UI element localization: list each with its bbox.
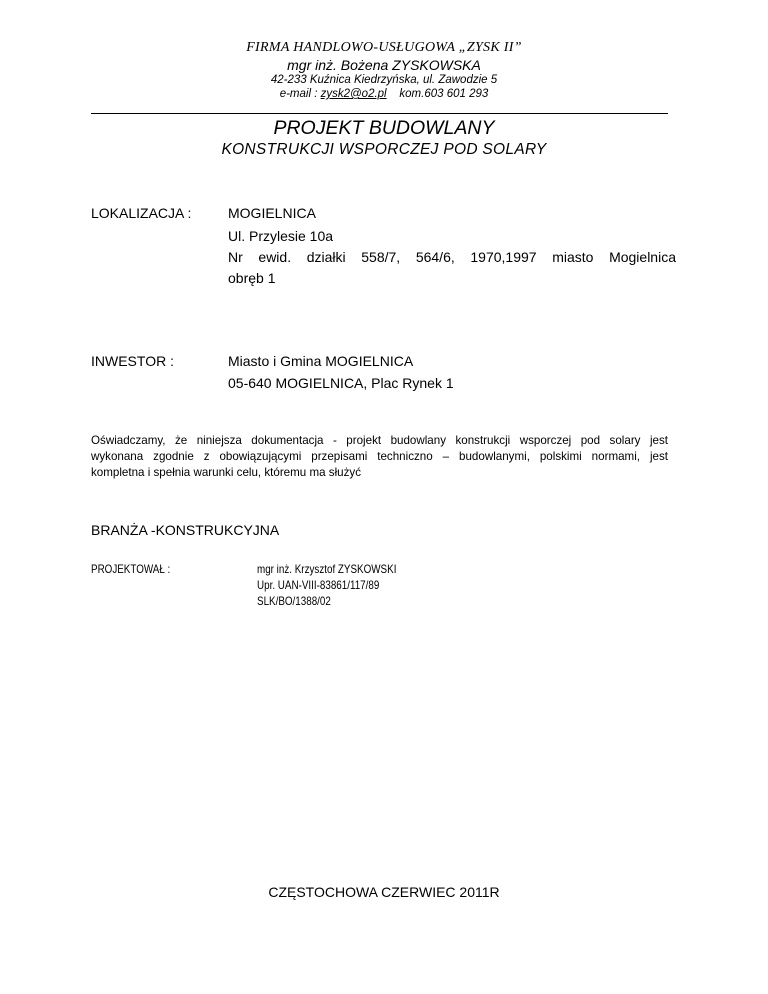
firm-contact [0, 88, 768, 100]
location-line: MOGIELNICA [228, 205, 316, 221]
designer-line: mgr inż. Krzysztof ZYSKOWSKI [257, 562, 397, 576]
document-title: PROJEKT BUDOWLANY [273, 117, 495, 139]
designer-label: PROJEKTOWAŁ : [91, 562, 171, 576]
investor-line: 05-640 MOGIELNICA, Plac Rynek 1 [228, 375, 454, 391]
statement-line: kompletna i spełnia warunki celu, któremu ma służyć [91, 466, 361, 479]
email-link[interactable]: zysk2@o2.pl [320, 88, 387, 100]
header-divider [91, 113, 668, 114]
statement-line: Oświadczamy, że niniejsza dokumentacja - projekt budowlany konstrukcji wsporczej pod solary jest [91, 434, 668, 447]
designer-line: SLK/BO/1388/02 [257, 594, 331, 608]
location-label: LOKALIZACJA : [91, 205, 192, 221]
firm-address: 42-233 Kuźnica Kiedrzyńska, ul. Zawodzie 5 [270, 74, 498, 86]
location-line: obręb 1 [228, 270, 276, 286]
firm-owner: mgr inż. Bożena ZYSKOWSKA [287, 57, 481, 73]
investor-label: INWESTOR : [91, 353, 174, 369]
place-date-footer: CZĘSTOCHOWA CZERWIEC 2011R [268, 884, 500, 900]
firm-name: FIRMA HANDLOWO-USŁUGOWA „ZYSK II” [246, 40, 522, 55]
investor-line: Miasto i Gmina MOGIELNICA [228, 353, 414, 369]
location-line: Ul. Przylesie 10a [228, 228, 334, 244]
branch-heading: BRANŻA -KONSTRUKCYJNA [91, 522, 280, 538]
email-prefix: e-mail : [279, 88, 321, 100]
document-subtitle: KONSTRUKCJI WSPORCZEJ POD SOLARY [221, 141, 547, 158]
designer-line: Upr. UAN-VIII-83861/117/89 [257, 578, 380, 592]
contact-spacer [387, 88, 400, 100]
statement-line: wykonana zgodnie z obowiązującymi przepisami techniczno – budowlanymi, polskimi normami, jest [91, 450, 668, 463]
location-line: Nr ewid. działki 558/7, 564/6, 1970,1997 miasto Mogielnica [228, 249, 676, 265]
phone-number: kom.603 601 293 [399, 88, 489, 100]
